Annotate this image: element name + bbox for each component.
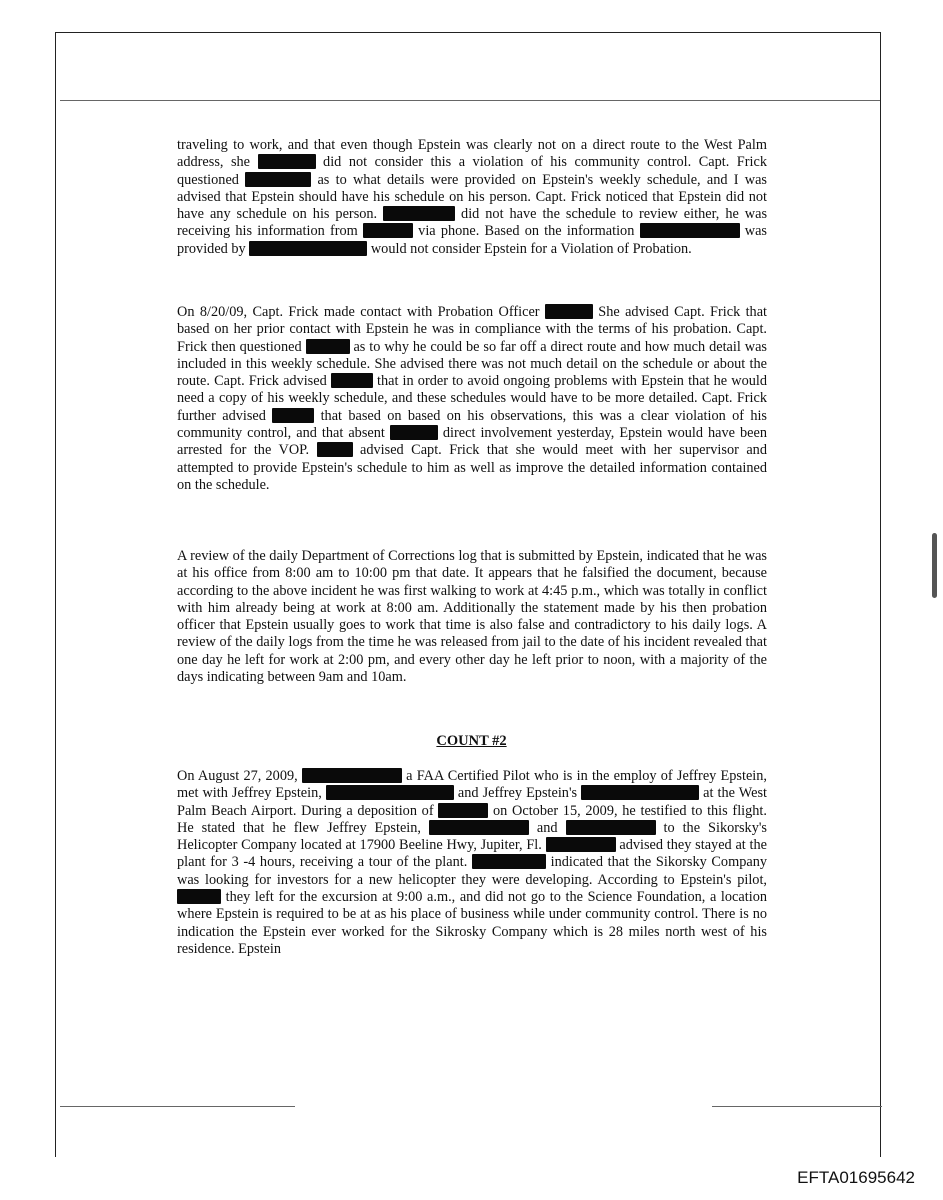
redaction-block (472, 854, 546, 869)
paragraph-1: traveling to work, and that even though Epstein was clearly not on a direct route to the West Palm address, she did not consider this a violation of his community control. Capt. Frick questioned as to what details were provided on Epstein's weekly schedule, and I was advised that Epstein should have his schedule on his person. Capt. Frick noticed that Epstein did not have any schedule on his person. did not have the schedule to review either, he was receiving his information from via phone. Based on the information was provided by would not consider Epstein for a Violation of Probation. (177, 137, 768, 257)
redaction-block (326, 785, 454, 800)
redaction-block (383, 206, 455, 221)
scrollbar-thumb[interactable] (932, 533, 937, 598)
redaction-block (545, 304, 593, 319)
document-id: EFTA01695642 (797, 1168, 915, 1187)
redaction-block (317, 442, 353, 457)
redaction-block (306, 339, 350, 354)
paragraph-4: On August 27, 2009, a FAA Certified Pilot who is in the employ of Jeffrey Epstein, met with Jeffrey Epstein, and Jeffrey Epstein's at the West Palm Beach Airport. During a deposition of on October 15, 2009, he testified to this flight. He stated that he flew Jeffrey Epstein, and to the Sikorsky's Helicopter Company located at 17900 Beeline Hwy, Jupiter, Fl. advised they stayed at the plant for 3 -4 hours, receiving a tour of the plant. indicated that the Sikorsky Company was looking for investors for a new helicopter they were developing. According to Epstein's pilot, they left for the excursion at 9:00 a.m., and did not go to the Science Foundation, a location where Epstein is required to be at as his place of business while under community control. There is no indication the Epstein ever worked for the Sikrosky Company which is 28 miles north west of his residence. Epstein (177, 768, 767, 957)
bottom-rule-right (712, 1106, 882, 1107)
redaction-block (302, 768, 402, 783)
count-heading: COUNT #2 (436, 733, 507, 749)
redaction-block (177, 889, 221, 904)
redaction-block (438, 803, 488, 818)
bottom-rule-left (60, 1106, 295, 1107)
redaction-block (390, 425, 438, 440)
redaction-block (640, 223, 740, 238)
redaction-block (581, 785, 699, 800)
redaction-block (429, 820, 529, 835)
redaction-block (331, 373, 373, 388)
top-rule (60, 100, 880, 101)
redaction-block (363, 223, 413, 238)
redaction-block (546, 837, 616, 852)
redaction-block (258, 154, 316, 169)
redaction-block (245, 172, 311, 187)
redaction-block (249, 241, 367, 256)
redaction-block (272, 408, 314, 423)
paragraph-2: On 8/20/09, Capt. Frick made contact with Probation Officer She advised Capt. Frick that based on her prior contact with Epstein he was in compliance with the terms of his probation. Capt. Frick then questioned as to why he could be so far off a direct route and how much detail was included in this weekly schedule. She advised there was not much detail on the schedule or about the route. Capt. Frick advised that in order to avoid ongoing problems with Epstein that he would need a copy of his weekly schedule, and these schedules would have to be more detailed. Capt. Frick further advised that based on based on his observations, this was a clear violation of his community control, and that absent direct involvement yesterday, Epstein would have been arrested for the VOP. advised Capt. Frick that she would meet with her supervisor and attempted to provide Epstein's schedule to him as well as improve the detailed information contained on the schedule. (177, 304, 768, 493)
redaction-block (566, 820, 656, 835)
paragraph-3: A review of the daily Department of Corrections log that is submitted by Epstein, indicated that he was at his office from 8:00 am to 10:00 pm that date. It appears that he falsified the document, because according to the above incident he was first walking to work at 4:45 p.m., which was totally in conflict with him already being at work at 8:00 am. Additionally the statement made by his then probation officer that Epstein usually goes to work that time is also false and contradictory to his daily logs. A review of the daily logs from the time he was released from jail to the date of his incident revealed that one day he left for work at 2:00 pm, and every other day he left prior to noon, with a majority of the days indicating between 9am and 10am. (177, 548, 767, 686)
